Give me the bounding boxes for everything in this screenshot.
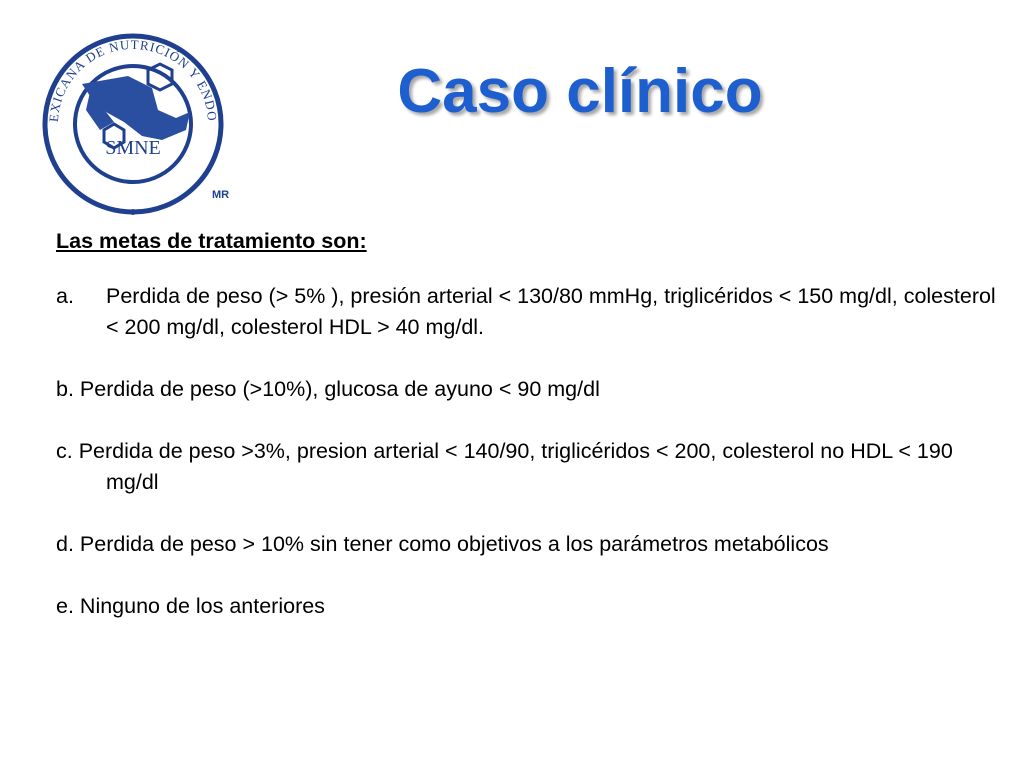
option-a: [56, 281, 996, 343]
option-letter: d.: [56, 532, 74, 556]
option-letter: a.: [56, 284, 74, 308]
option-text: Perdida de peso (> 5% ), presión arterial < 130/80 mmHg, triglicéridos < 150 mg/dl, colesterol < 200 mg/dl, colesterol HDL > 40 mg/dl.: [106, 284, 996, 339]
svg-text:SOCIEDAD MEXICANA DE NUTRICIÓN: EXICANA DE NUTRICIÓN Y ENDO: [45, 36, 221, 123]
smne-logo: [30, 26, 240, 216]
subtitle: Las metas de tratamiento son:: [56, 229, 367, 253]
option-text: Perdida de peso (>10%), glucosa de ayuno < 90 mg/dl: [79, 377, 600, 401]
question-content: [56, 226, 996, 653]
logo-acronym: SMNE: [105, 137, 161, 159]
option-text: Perdida de peso > 10% sin tener como objetivos a los parámetros metabólicos: [79, 532, 829, 556]
logo-mark: MR: [212, 189, 230, 201]
option-b: [56, 374, 996, 405]
option-text: Perdida de peso >3%, presion arterial < 140/90, triglicéridos < 200, colesterol no HDL < 190 mg/dl: [78, 439, 953, 494]
option-letter: c.: [56, 439, 73, 463]
option-text: Ninguno de los anteriores: [79, 594, 325, 618]
option-d: [56, 529, 996, 560]
option-e: [56, 591, 996, 622]
option-letter: b.: [56, 377, 74, 401]
page-title: Caso clínico: [397, 57, 763, 126]
option-c: [56, 436, 996, 498]
option-letter: e.: [56, 594, 74, 618]
